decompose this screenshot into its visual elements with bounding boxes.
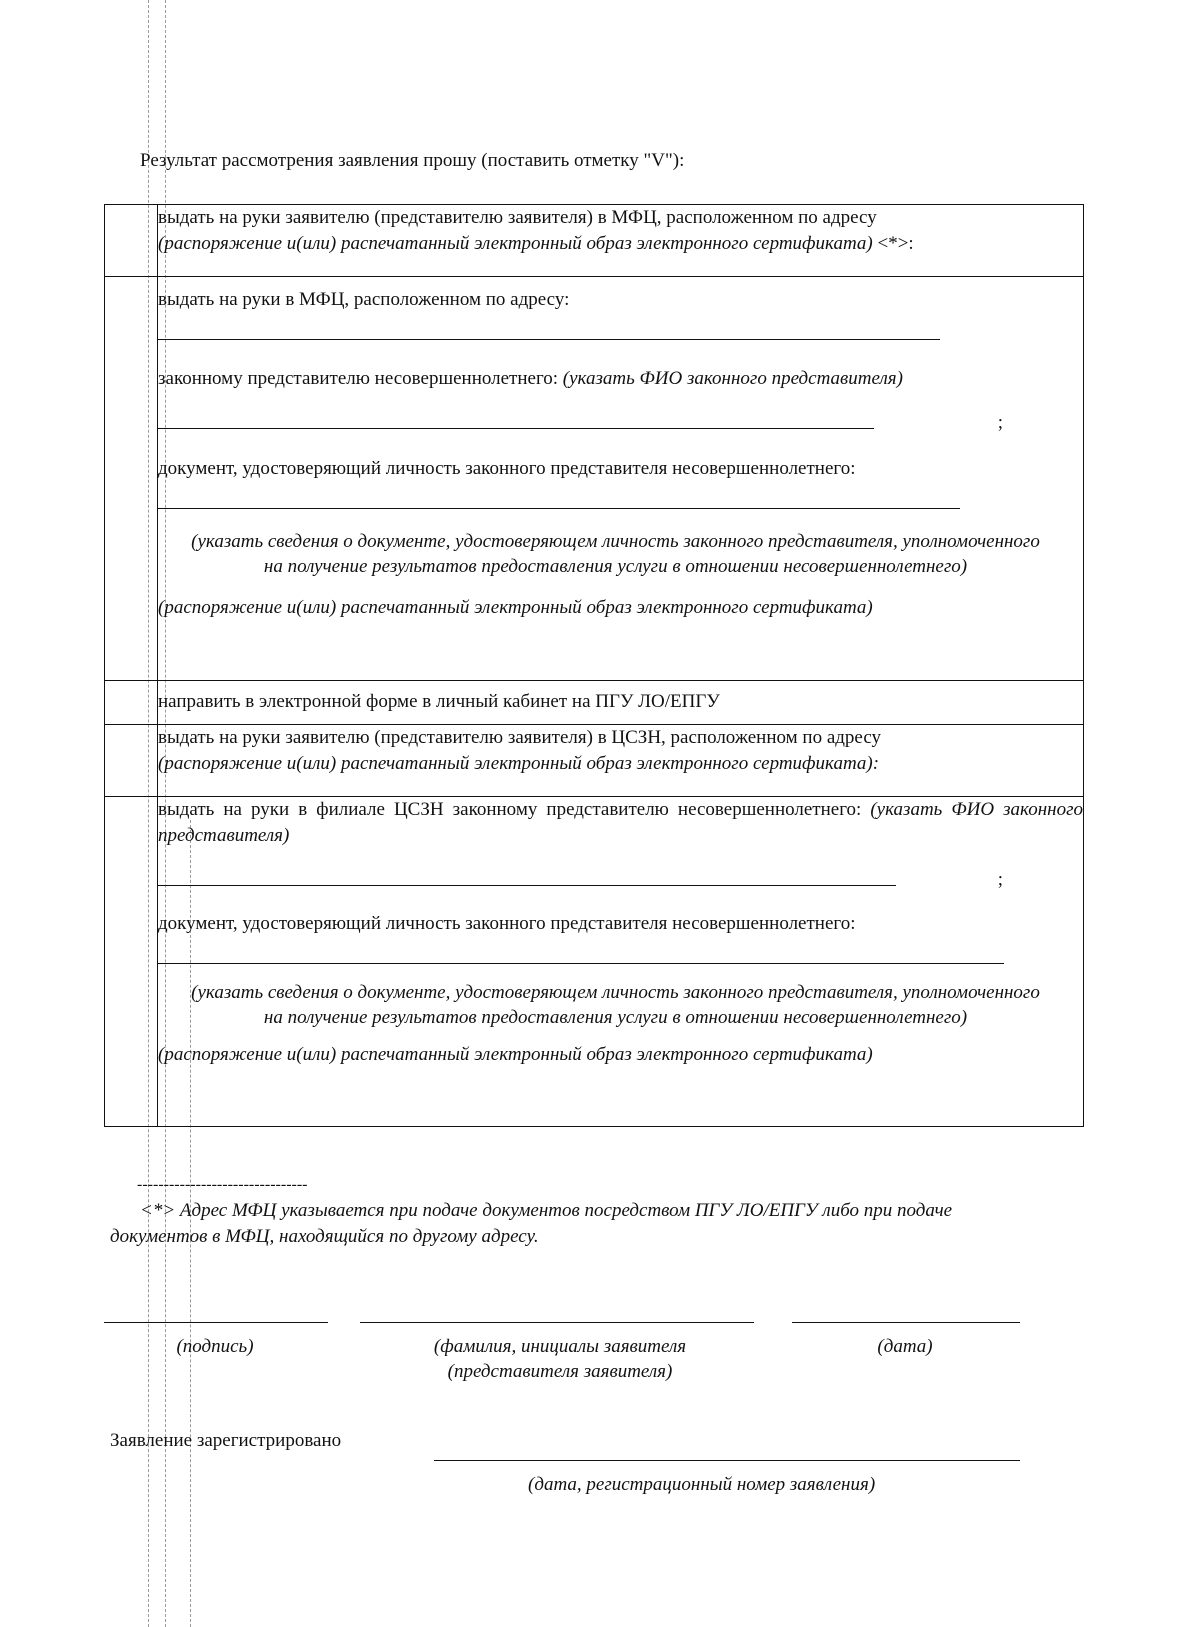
signature-line[interactable] — [104, 1322, 328, 1323]
doc-label: документ, удостоверяющий личность законного представителя несовершеннолетнего: — [158, 913, 856, 934]
rep-hint: (указать ФИО законного представителя) — [158, 799, 1083, 846]
footnote-ref: <*>: — [877, 233, 914, 254]
rep-name-fill-line[interactable] — [158, 885, 896, 886]
registration-hint: (дата, регистрационный номер заявления) — [528, 1474, 876, 1495]
option-checkbox[interactable] — [105, 681, 158, 725]
option-row-epgu — [105, 681, 1084, 725]
option-checkbox[interactable] — [105, 277, 158, 681]
doc-label: документ, удостоверяющий личность законного представителя несовершеннолетнего: — [158, 458, 856, 479]
option-text: выдать на руки в филиале ЦСЗН законному представителю несовершеннолетнего: — [158, 799, 862, 820]
result-options-table — [104, 204, 1084, 1127]
option-note: (распоряжение и(или) распечатанный электронный образ электронного сертификата) — [158, 1044, 873, 1065]
doc-hint: (указать сведения о документе, удостоверяющем личность законного представителя, уполномоченного на получение результатов предоставления услуги в отношении несовершеннолетнего) — [191, 982, 1040, 1028]
registration-line[interactable] — [434, 1460, 1020, 1461]
doc-hint: (указать сведения о документе, удостоверяющем личность законного представителя, уполномоченного на получение результатов предоставления услуги в отношении несовершеннолетнего) — [191, 531, 1040, 577]
address-fill-line[interactable] — [158, 339, 940, 340]
option-checkbox[interactable] — [105, 205, 158, 277]
option-text: выдать на руки в МФЦ, расположенном по адресу: — [158, 289, 570, 310]
doc-fill-line[interactable] — [158, 508, 960, 509]
section-heading: Результат рассмотрения заявления прошу (поставить отметку "V"): — [140, 150, 685, 171]
option-note: (распоряжение и(или) распечатанный электронный образ электронного сертификата): — [158, 753, 880, 774]
registered-label: Заявление зарегистрировано — [110, 1430, 342, 1451]
option-text: направить в электронной форме в личный кабинет на ПГУ ЛО/ЕПГУ — [158, 691, 720, 712]
doc-fill-line[interactable] — [158, 963, 1004, 964]
signature-label: (подпись) — [176, 1336, 254, 1357]
date-label: (дата) — [877, 1336, 933, 1357]
option-text: выдать на руки заявителю (представителю заявителя) в ЦСЗН, расположенном по адресу — [158, 727, 882, 748]
option-checkbox[interactable] — [105, 797, 158, 1127]
option-note: (распоряжение и(или) распечатанный электронный образ электронного сертификата) — [158, 597, 873, 618]
semicolon: ; — [997, 412, 1003, 433]
footnote-text: <*> Адрес МФЦ указывается при подаче документов посредством ПГУ ЛО/ЕПГУ либо при подаче документов в МФЦ, находящийся по другому адресу. — [110, 1200, 953, 1247]
name-label: (фамилия, инициалы заявителя (представителя заявителя) — [433, 1336, 687, 1382]
option-row-cszn-applicant — [105, 725, 1084, 797]
name-line[interactable] — [360, 1322, 754, 1323]
rep-name-fill-line[interactable] — [158, 428, 874, 429]
option-row-mfc-representative — [105, 277, 1084, 681]
option-row-mfc-applicant — [105, 205, 1084, 277]
option-note: (распоряжение и(или) распечатанный электронный образ электронного сертификата) — [158, 233, 873, 254]
option-row-cszn-representative — [105, 797, 1084, 1127]
semicolon: ; — [997, 869, 1003, 890]
rep-label: законному представителю несовершеннолетнего: — [158, 368, 559, 389]
rep-hint: (указать ФИО законного представителя) — [562, 368, 903, 389]
footnote-separator: -------------------------------- — [137, 1176, 308, 1193]
option-text: выдать на руки заявителю (представителю заявителя) в МФЦ, расположенном по адресу — [158, 207, 877, 228]
date-line[interactable] — [792, 1322, 1020, 1323]
option-checkbox[interactable] — [105, 725, 158, 797]
